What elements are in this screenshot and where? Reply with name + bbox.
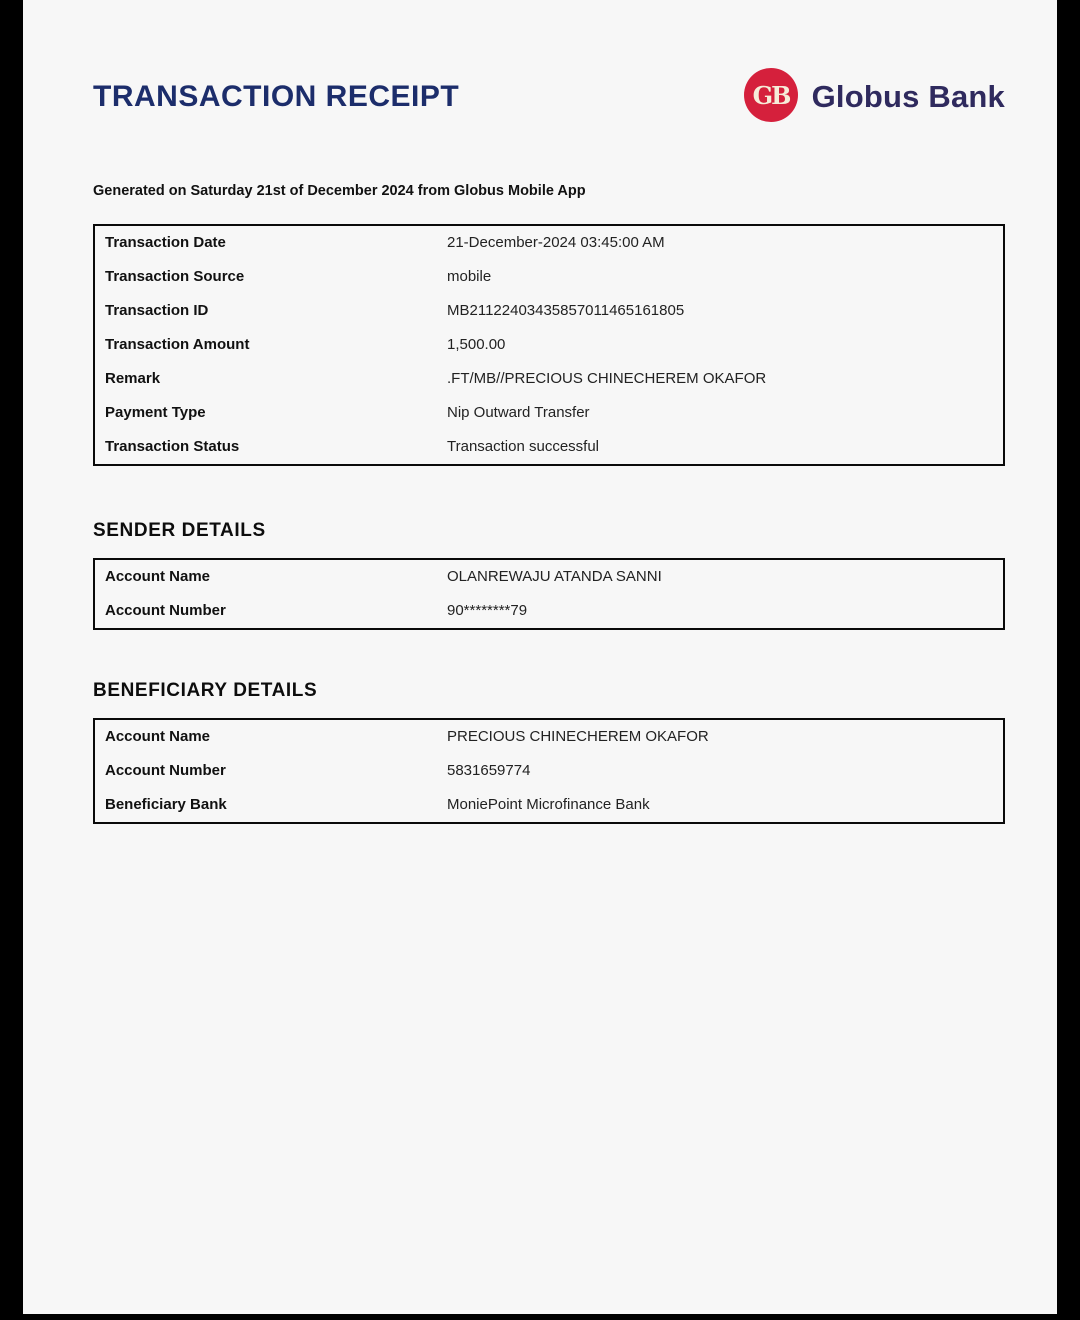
row-value: Nip Outward Transfer	[447, 404, 590, 421]
row-value: 90********79	[447, 602, 528, 619]
svg-text:GB: GB	[752, 80, 789, 110]
page-title: TRANSACTION RECEIPT	[93, 80, 460, 113]
row-value: MoniePoint Microfinance Bank	[447, 796, 650, 813]
row-value: .FT/MB//PRECIOUS CHINECHEREM OKAFOR	[447, 370, 767, 387]
row-label: Transaction Source	[105, 268, 245, 285]
row-value: 5831659774	[447, 762, 531, 779]
bank-logo	[744, 68, 1005, 127]
row-label: Account Number	[105, 602, 226, 619]
bank-name: Globus Bank	[811, 79, 1005, 114]
table-row	[95, 560, 1003, 594]
row-value: 1,500.00	[447, 336, 506, 353]
row-label: Account Name	[105, 568, 211, 585]
row-label: Account Number	[105, 762, 226, 779]
table-row	[95, 260, 1003, 294]
row-label: Remark	[105, 370, 161, 387]
receipt-page	[23, 0, 1057, 1314]
generated-timestamp: Generated on Saturday 21st of December 2024 from Globus Mobile App	[93, 183, 586, 199]
transaction-details-table	[93, 224, 1005, 466]
row-value: 21-December-2024 03:45:00 AM	[447, 234, 665, 251]
row-label: Transaction Amount	[105, 336, 250, 353]
row-value: Transaction successful	[447, 438, 600, 455]
row-label: Transaction Status	[105, 438, 240, 455]
table-row	[95, 720, 1003, 754]
table-row	[95, 788, 1003, 822]
table-row	[95, 362, 1003, 396]
row-value: MB21122403435857011465161805	[447, 302, 685, 319]
row-value: OLANREWAJU ATANDA SANNI	[447, 568, 662, 585]
table-row	[95, 594, 1003, 628]
row-label: Beneficiary Bank	[105, 796, 227, 813]
row-value: mobile	[447, 268, 492, 285]
sender-details-heading: SENDER DETAILS	[93, 520, 266, 541]
receipt-header	[93, 66, 1005, 128]
row-label: Transaction ID	[105, 302, 209, 319]
row-label: Payment Type	[105, 404, 206, 421]
row-label: Account Name	[105, 728, 211, 745]
receipt-content	[23, 0, 1057, 824]
table-row	[95, 328, 1003, 362]
row-label: Transaction Date	[105, 234, 226, 251]
sender-details-table	[93, 558, 1005, 630]
table-row	[95, 294, 1003, 328]
row-value: PRECIOUS CHINECHEREM OKAFOR	[447, 728, 709, 745]
beneficiary-details-table	[93, 718, 1005, 824]
beneficiary-details-heading: BENEFICIARY DETAILS	[93, 680, 318, 701]
table-row	[95, 430, 1003, 464]
table-row	[95, 396, 1003, 430]
table-row	[95, 754, 1003, 788]
globus-bank-logo-icon	[744, 68, 798, 127]
table-row	[95, 226, 1003, 260]
